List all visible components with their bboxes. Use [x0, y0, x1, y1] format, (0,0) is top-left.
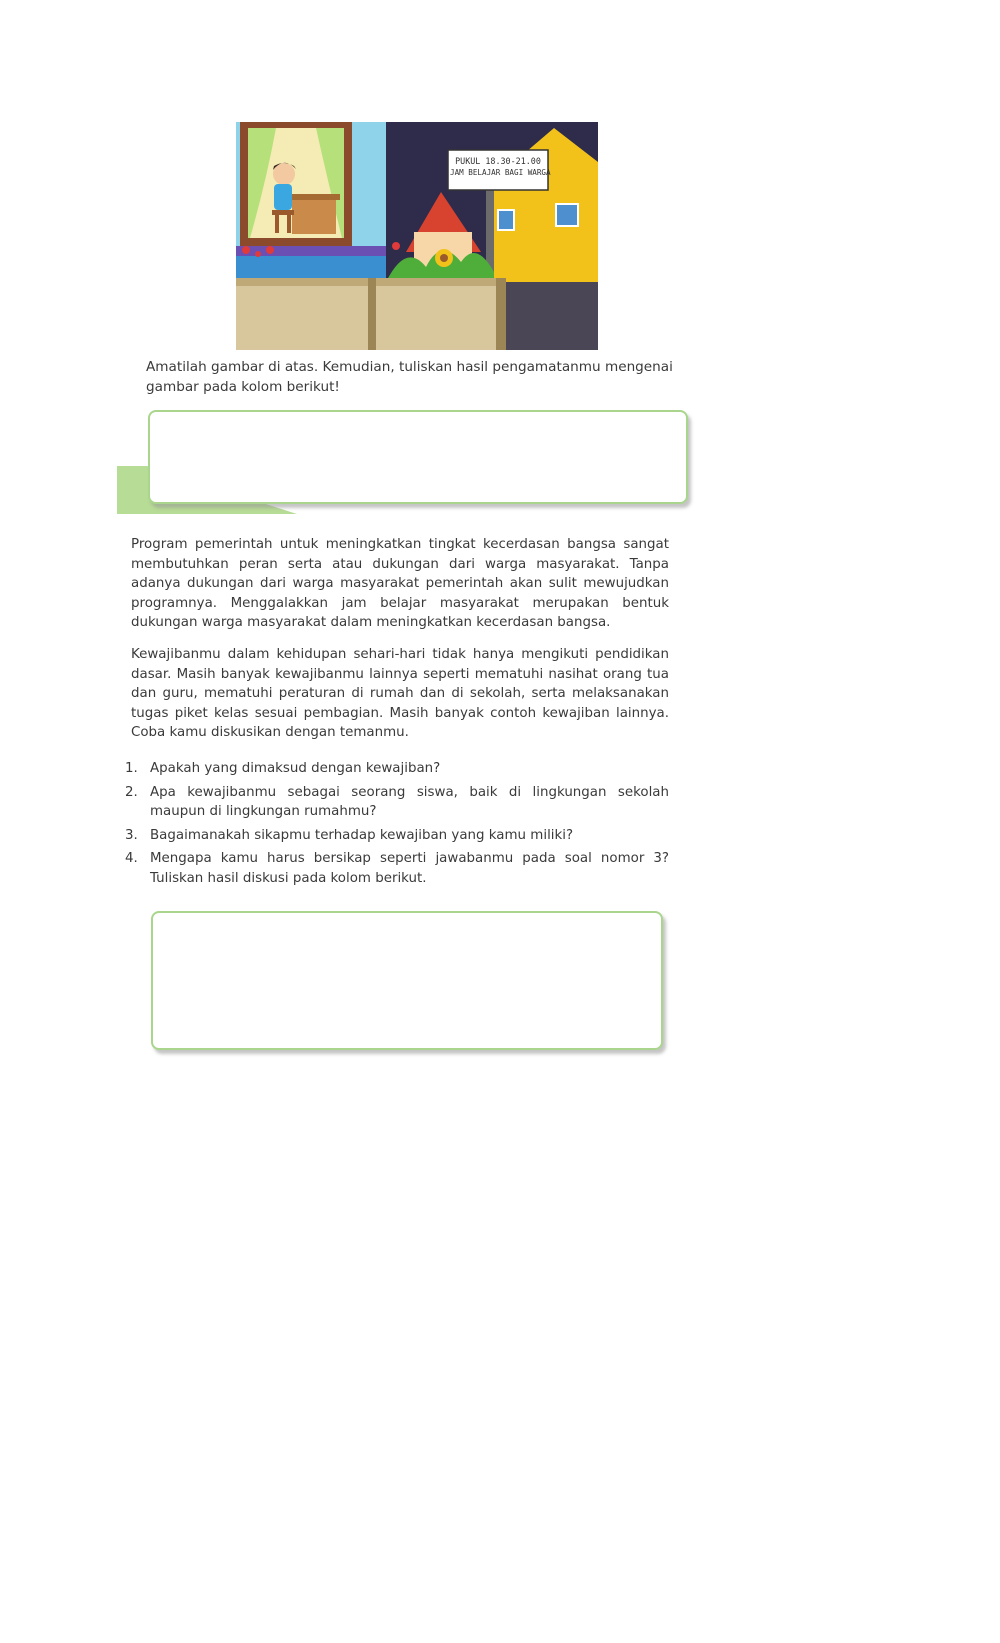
question-item [125, 849, 669, 888]
question-text: Apakah yang dimaksud dengan kewajiban? [150, 761, 441, 776]
paragraph-government-program: Program pemerintah untuk meningkatkan tingkat kecerdasan bangsa sangat membutuhkan peran serta atau dukungan dari warga masyarakat. Tanpa adanya dukungan dari warga masyarakat pemerintah akan sulit mewujudkan programnya. Menggalakkan jam belajar masyarakat merupakan bentuk dukungan warga masyarakat dalam meningkatkan kecerdasan bangsa. [131, 537, 669, 630]
sign-line-1: PUKUL 18.30-21.00 [455, 156, 541, 166]
question-number: 4. [125, 851, 138, 866]
question-number: 1. [125, 761, 138, 776]
question-number: 2. [125, 784, 138, 800]
question-item [125, 826, 669, 846]
instruction-text: Amatilah gambar di atas. Kemudian, tuliskan hasil pengamatanmu mengenai gambar pada kolom berikut! [146, 359, 673, 395]
observation-answer-box[interactable] [148, 410, 688, 504]
sign-text [450, 155, 551, 179]
question-item [125, 759, 669, 779]
paragraph-obligations: Kewajibanmu dalam kehidupan sehari-hari tidak hanya mengikuti pendidikan dasar. Masih banyak kewajibanmu lainnya seperti mematuhi nasihat orang tua dan guru, mematuhi peraturan di rumah dan di sekolah, serta melaksanakan tugas piket kelas sesuai pembagian. Masih banyak contoh kewajiban lainnya. Coba kamu diskusikan dengan temanmu. [131, 647, 669, 740]
illustration [236, 122, 598, 350]
discussion-answer-box[interactable] [151, 911, 663, 1050]
question-list [125, 759, 669, 892]
question-text: Apa kewajibanmu sebagai seorang siswa, baik di lingkungan sekolah maupun di lingkungan rumahmu? [150, 784, 669, 819]
question-item [125, 783, 669, 822]
sign-line-2: JAM BELAJAR BAGI WARGA [450, 168, 551, 177]
question-text: Mengapa kamu harus bersikap seperti jawabanmu pada soal nomor 3? Tuliskan hasil diskusi pada kolom berikut. [150, 851, 669, 886]
question-number: 3. [125, 827, 138, 843]
question-text: Bagaimanakah sikapmu terhadap kewajiban yang kamu miliki? [150, 827, 574, 843]
